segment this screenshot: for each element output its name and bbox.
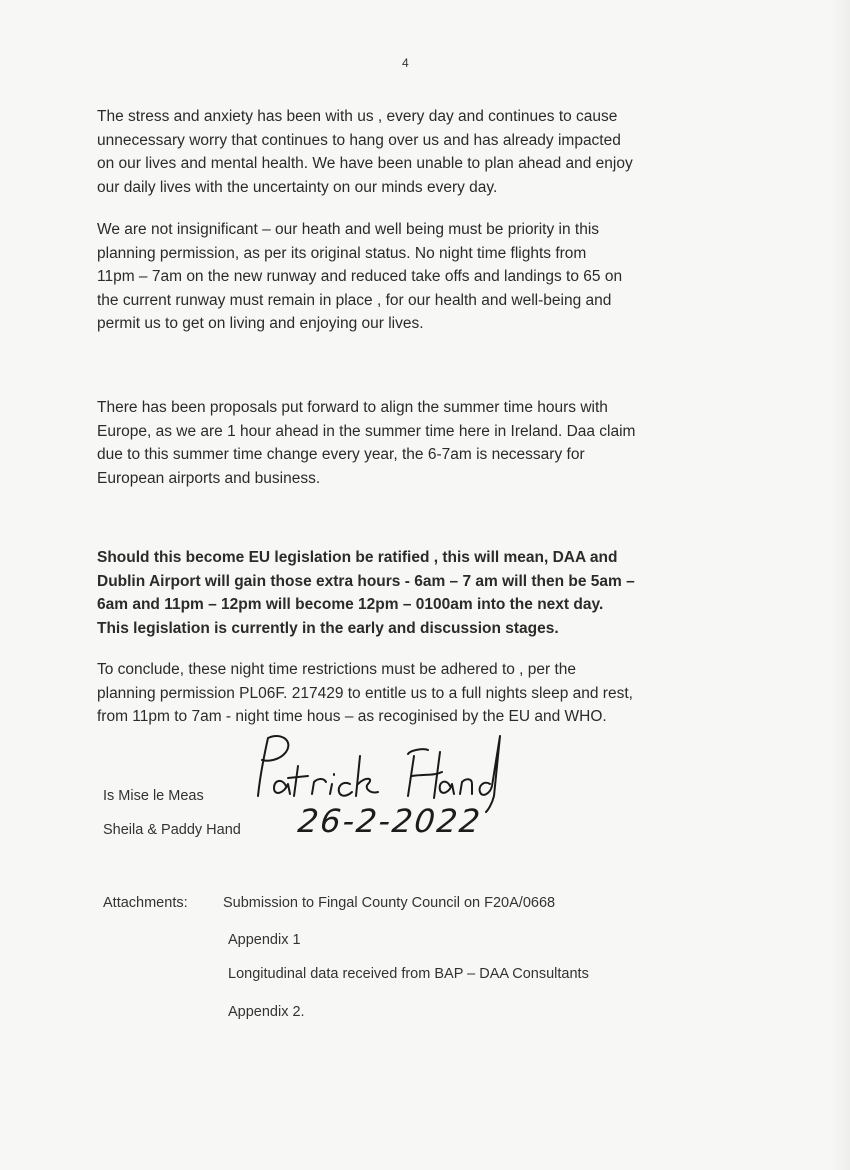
paragraph-conclusion: To conclude, these night time restrictions must be adhered to , per the planning permission PL06F. 217429 to entitle us to a full nights sleep and rest, from 11pm to 7am - night time hous – as recoginised by the EU and WHO. <box>97 661 633 725</box>
attachments-label: Attachments: <box>103 895 188 911</box>
attachment-item <box>223 895 555 911</box>
attachment-item-text: Submission to Fingal County Council on F20A/0668 <box>223 895 556 911</box>
paragraph-summer-time-proposals: There has been proposals put forward to align the summer time hours with Europe, as we are 1 hour ahead in the summer time here in Ireland. Daa claim due to this summer time change every year, the 6-7am is necessary for European airports and business. <box>97 399 636 487</box>
paragraph-eu-legislation: Should this become EU legislation be ratified , this will mean, DAA and Dublin Airport will gain those extra hours - 6am – 7 am will then be 5am – 6am and 11pm – 12pm will become 12pm – 0100am into the next day. This legislation is currently in the early and discussion stages. <box>97 549 635 637</box>
attachment-item: Appendix 1 <box>228 932 301 948</box>
attachment-item: Appendix 2. <box>228 1004 305 1020</box>
page-number: 4 <box>402 56 409 70</box>
handwritten-date: 26-2-2022 <box>296 802 484 840</box>
page-edge-shadow <box>830 0 850 1170</box>
paragraph-not-insignificant: We are not insignificant – our heath and well being must be priority in this planning permission, as per its original status. No night time flights from 11pm – 7am on the new runway and reduced take offs and landings to 65 on the current runway must remain in place , for our health and well-being and permit us to get on living and enjoying our lives. <box>97 221 623 332</box>
attachment-item: Longitudinal data received from BAP – DAA Consultants <box>228 966 589 982</box>
sign-off: Is Mise le Meas <box>103 788 204 804</box>
signatory-names: Sheila & Paddy Hand <box>103 822 241 838</box>
paragraph-stress-anxiety: The stress and anxiety has been with us , every day and continues to cause unnecessary worry that continues to hang over us and has already impacted on our lives and mental health. We have been unable to plan ahead and enjoy our daily lives with the uncertainty on our minds every day. <box>97 108 633 196</box>
